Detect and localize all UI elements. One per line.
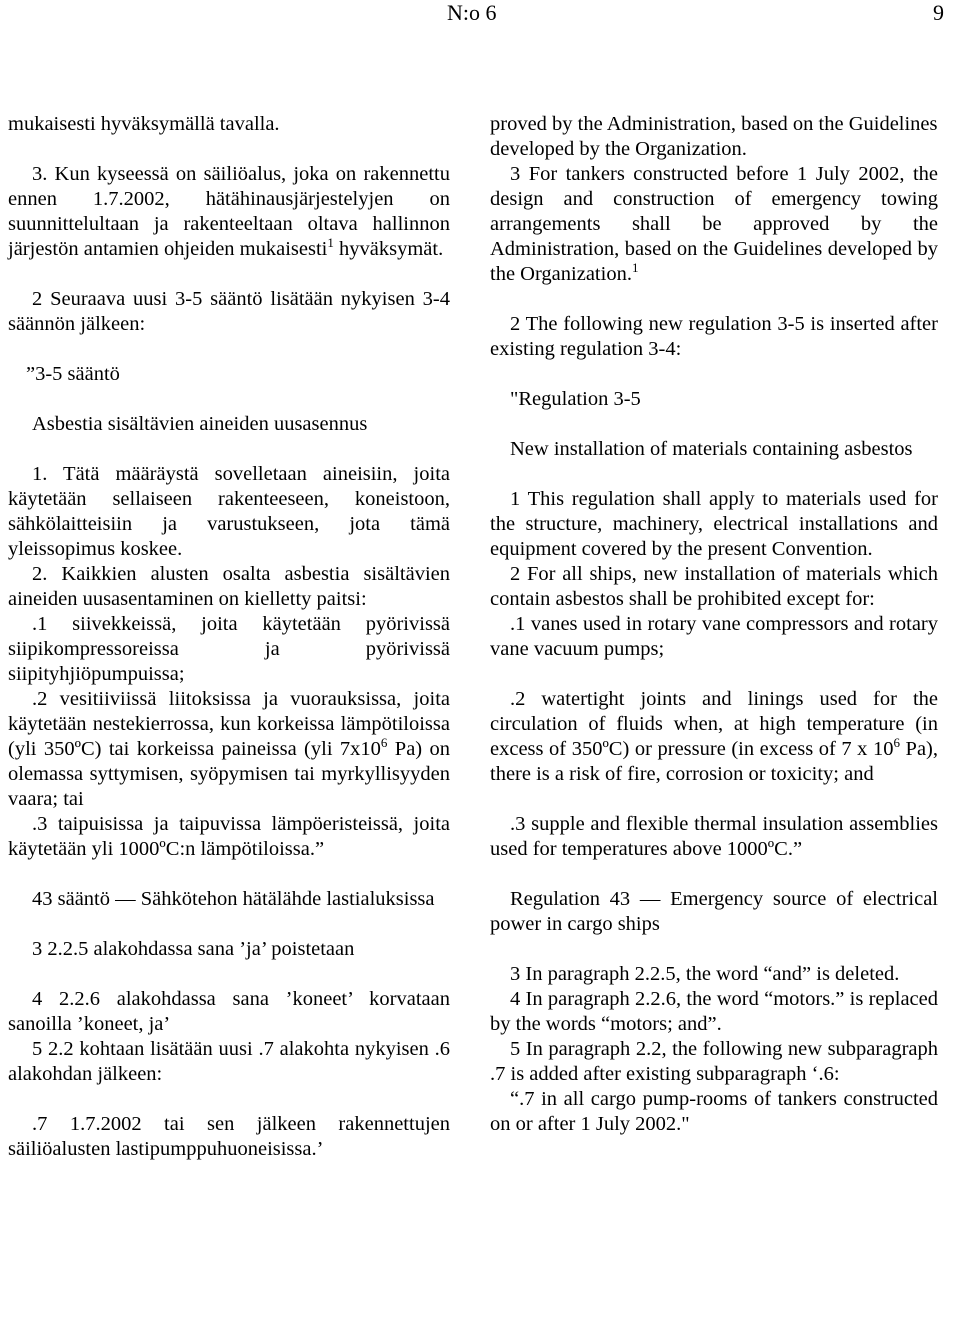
- fi-subclause-2-end: Pa) on olemassa syttymisen, syöpymisen tai myrkyllisyyden vaara; tai: [8, 738, 450, 810]
- fi-paragraph-3-end: hyväksymät.: [333, 238, 444, 260]
- en-amendment-3: 3 In paragraph 2.2.5, the word “and” is deleted.: [510, 963, 900, 985]
- fi-regulation-43-heading: 43 sääntö — Sähkötehon hätälähde lastialuksissa: [32, 888, 435, 910]
- fi-paragraph-continuation: mukaisesti hyväksymällä tavalla.: [8, 113, 280, 135]
- fi-subclause-1: .1 siivekkeissä, joita käytetään pyörivissä siipikompressoreissa ja pyörivissä siipityhjiöpumpuissa;: [8, 613, 450, 685]
- journal-issue-number: N:o 6: [447, 0, 497, 25]
- fi-amendment-2: 2 Seuraava uusi 3-5 sääntö lisätään nykyisen 3-4 säännön jälkeen:: [8, 288, 450, 335]
- en-amendment-5: 5 In paragraph 2.2, the following new subparagraph .7 is added after existing subparagraph ‘.6:: [490, 1038, 938, 1085]
- en-clause-2: 2 For all ships, new installation of materials which contain asbestos shall be prohibited except for:: [490, 563, 938, 610]
- en-amendment-4: 4 In paragraph 2.2.6, the word “motors.” is replaced by the words “motors; and”.: [490, 988, 938, 1035]
- fi-footnote-ref: 1: [327, 235, 334, 250]
- fi-subclause-3: .3 taipuisissa ja taipuvissa lämpöeristeissä, joita käytetään yli 1000ºC:n lämpötiloissa.”: [8, 813, 450, 860]
- fi-paragraph-3: [8, 162, 450, 262]
- en-subclause-1: .1 vanes used in rotary vane compressors and rotary vane vacuum pumps;: [490, 613, 938, 660]
- en-subparagraph-7: “.7 in all cargo pump-rooms of tankers constructed on or after 1 July 2002.": [490, 1088, 938, 1135]
- fi-subclause-2-text: .2 vesitiiviissä liitoksissa ja vuorauksissa, joita käytetään nestekierrossa, kun korkeissa lämpötiloissa (yli 350ºC) tai korkeissa paineissa (yli 7x10: [8, 688, 450, 760]
- en-footnote-ref: 1: [631, 260, 639, 275]
- fi-clause-2: 2. Kaikkien alusten osalta asbestia sisältävien aineiden uusasentaminen on kielletty paitsi:: [8, 563, 450, 610]
- en-subclause-2-text: .2 watertight joints and linings used for the circulation of fluids when, at high temperature (in excess of 350ºC) or pressure (in excess of 7 x 10: [490, 688, 938, 760]
- fi-amendment-4: 4 2.2.6 alakohdassa sana ’koneet’ korvataan sanoilla ’koneet, ja’: [8, 988, 450, 1035]
- fi-regulation-title: Asbestia sisältävien aineiden uusasennus: [32, 413, 368, 435]
- en-paragraph-3: [490, 162, 938, 287]
- fi-paragraph-3-text: 3. Kun kyseessä on säiliöalus, joka on rakennettu ennen 1.7.2002, hätähinausjärjestelyjen on suunnittelultaan ja rakenteeltaan oltava hallinnon järjestön antamien ohjeiden mukaisesti: [8, 163, 450, 260]
- fi-clause-1: 1. Tätä määräystä sovelletaan aineisiin, joita käytetään sellaiseen rakenteeseen, koneistoon, sähkölaitteisiin ja varustukseen, jota tämä yleissopimus koskee.: [8, 463, 450, 560]
- fi-amendment-3: 3 2.2.5 alakohdassa sana ’ja’ poistetaan: [32, 938, 355, 960]
- fi-regulation-heading: ”3-5 sääntö: [26, 363, 120, 385]
- en-clause-1: 1 This regulation shall apply to materials used for the structure, machinery, electrical installations and equipment covered by the present Convention.: [490, 488, 938, 560]
- fi-subparagraph-7: .7 1.7.2002 tai sen jälkeen rakennettujen säiliöalusten lastipumppuhuoneisissa.’: [8, 1113, 450, 1160]
- en-regulation-43-heading: Regulation 43 — Emergency source of electrical power in cargo ships: [490, 888, 938, 935]
- en-exponent: 6: [893, 735, 900, 750]
- fi-amendment-5: 5 2.2 kohtaan lisätään uusi .7 alakohta nykyisen .6 alakohdan jälkeen:: [8, 1038, 450, 1085]
- english-column: [490, 112, 938, 1137]
- en-regulation-heading: "Regulation 3-5: [510, 388, 641, 410]
- en-subclause-2-end: Pa), there is a risk of fire, corrosion or toxicity; and: [490, 738, 939, 785]
- en-regulation-title: New installation of materials containing asbestos: [510, 438, 913, 460]
- en-paragraph-continuation: proved by the Administration, based on the Guidelines developed by the Organization.: [490, 113, 938, 160]
- fi-exponent: 6: [380, 735, 388, 750]
- finnish-column: [8, 112, 450, 1162]
- en-subclause-3: .3 supple and flexible thermal insulation assemblies used for temperatures above 1000ºC.”: [490, 813, 938, 860]
- en-paragraph-3-text: 3 For tankers constructed before 1 July 2002, the design and construction of emergency towing arrangements shall be approved by the Administration, based on the Guidelines developed by the Organization.: [490, 163, 938, 285]
- page-number: 9: [933, 0, 944, 25]
- en-amendment-2: 2 The following new regulation 3-5 is inserted after existing regulation 3-4:: [490, 313, 938, 360]
- fi-subclause-2: [8, 687, 450, 812]
- en-subclause-2: [490, 687, 938, 787]
